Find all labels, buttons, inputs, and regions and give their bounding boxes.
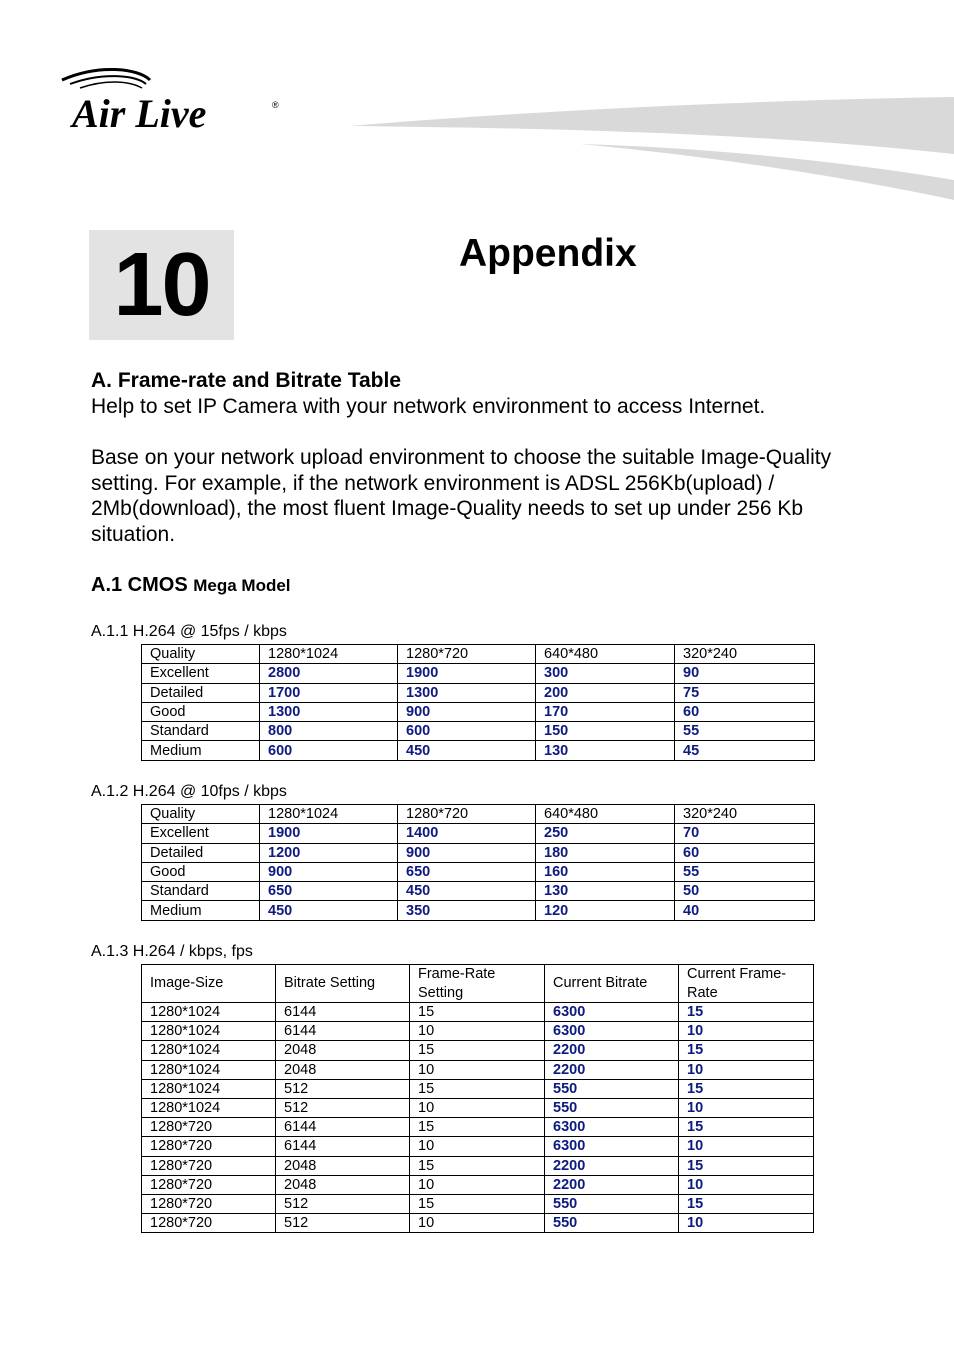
table-row — [142, 664, 815, 683]
table-cell: 6300 — [545, 1118, 679, 1137]
table-cell: 6144 — [276, 1022, 410, 1041]
table1-caption: A.1.1 H.264 @ 15fps / kbps — [91, 623, 287, 640]
table-cell: 15 — [679, 1118, 814, 1137]
table3-caption: A.1.3 H.264 / kbps, fps — [91, 943, 253, 960]
table-cell: 15 — [679, 1079, 814, 1098]
table-cell: 512 — [276, 1214, 410, 1233]
header-swoosh — [340, 92, 954, 207]
column-header: Image-Size — [142, 965, 276, 1003]
table-cell: 1900 — [398, 664, 536, 683]
table-cell: 2200 — [545, 1175, 679, 1194]
column-header: 640*480 — [536, 645, 675, 664]
table-cell: 70 — [675, 824, 815, 843]
table-header-row — [142, 645, 815, 664]
table-header-row — [142, 965, 814, 1003]
table-cell: 1200 — [260, 843, 398, 862]
table-row — [142, 741, 815, 760]
column-header: Current Bitrate — [545, 965, 679, 1003]
table-row — [142, 824, 815, 843]
table-cell: 55 — [675, 862, 815, 881]
table-cell: 1280*1024 — [142, 1098, 276, 1117]
table-cell: 130 — [536, 741, 675, 760]
table-cell: 450 — [260, 901, 398, 920]
section-intro: Help to set IP Camera with your network environment to access Internet. — [91, 395, 766, 418]
column-header: Current Frame-Rate — [679, 965, 814, 1003]
table-cell: 550 — [545, 1214, 679, 1233]
column-header: 320*240 — [675, 805, 815, 824]
table-cell: 6300 — [545, 1022, 679, 1041]
subsection-heading — [91, 574, 291, 597]
table-row — [142, 1194, 814, 1213]
table-cell: 10 — [410, 1098, 545, 1117]
column-header: 1280*720 — [398, 805, 536, 824]
table-cell: 1300 — [260, 702, 398, 721]
table-cell: 170 — [536, 702, 675, 721]
table-cell: 10 — [679, 1098, 814, 1117]
table-cell: Medium — [142, 901, 260, 920]
table-cell: 1280*1024 — [142, 1060, 276, 1079]
table-cell: 10 — [679, 1022, 814, 1041]
table-cell: 900 — [398, 843, 536, 862]
table-row — [142, 702, 815, 721]
table-cell: 550 — [545, 1098, 679, 1117]
table-cell: 90 — [675, 664, 815, 683]
table2-caption: A.1.2 H.264 @ 10fps / kbps — [91, 783, 287, 800]
table-cell: 10 — [410, 1060, 545, 1079]
table-cell: 300 — [536, 664, 675, 683]
table2-10fps — [141, 804, 815, 921]
table-cell: 1280*720 — [142, 1194, 276, 1213]
table-cell: Standard — [142, 722, 260, 741]
table-cell: 600 — [260, 741, 398, 760]
table-cell: 200 — [536, 683, 675, 702]
column-header: Frame-Rate Setting — [410, 965, 545, 1003]
table-row — [142, 1041, 814, 1060]
table-row — [142, 882, 815, 901]
table-cell: 10 — [410, 1175, 545, 1194]
svg-text:Air Live: Air Live — [72, 91, 207, 136]
table-cell: 50 — [675, 882, 815, 901]
table-cell: 2800 — [260, 664, 398, 683]
table-cell: Good — [142, 702, 260, 721]
table-cell: 15 — [410, 1079, 545, 1098]
table-cell: 1280*1024 — [142, 1003, 276, 1022]
table-row — [142, 1079, 814, 1098]
table-row — [142, 1098, 814, 1117]
table-cell: 6144 — [276, 1137, 410, 1156]
table-cell: 75 — [675, 683, 815, 702]
table-row — [142, 683, 815, 702]
table-cell: 2048 — [276, 1156, 410, 1175]
table-cell: 2200 — [545, 1041, 679, 1060]
table-row — [142, 901, 815, 920]
column-header: Quality — [142, 645, 260, 664]
table-cell: 2048 — [276, 1060, 410, 1079]
table-cell: 15 — [410, 1003, 545, 1022]
table-cell: 350 — [398, 901, 536, 920]
svg-text:®: ® — [272, 100, 279, 110]
table-cell: 1900 — [260, 824, 398, 843]
table-cell: 650 — [260, 882, 398, 901]
table-header-row — [142, 805, 815, 824]
table-cell: 900 — [260, 862, 398, 881]
table-cell: 15 — [679, 1156, 814, 1175]
column-header: 1280*720 — [398, 645, 536, 664]
table-cell: 1280*720 — [142, 1137, 276, 1156]
table-row — [142, 1118, 814, 1137]
table-cell: 450 — [398, 741, 536, 760]
column-header: 640*480 — [536, 805, 675, 824]
table-row — [142, 1022, 814, 1041]
table-cell: 15 — [410, 1156, 545, 1175]
table-cell: 800 — [260, 722, 398, 741]
table-cell: 10 — [679, 1175, 814, 1194]
table-cell: 120 — [536, 901, 675, 920]
section-body: Base on your network upload environment to choose the suitable Image-Quality setting. For example, if the network environment is ADSL 256Kb(upload) / 2Mb(download), the most fluent Image-Quality needs to set up under 256 Kb situation. — [91, 446, 832, 547]
subsection-heading-main: A.1 CMOS — [91, 574, 188, 596]
table-row — [142, 1175, 814, 1194]
table-cell: 2048 — [276, 1175, 410, 1194]
table3-bitrate-fps — [141, 964, 814, 1233]
table-cell: 1280*720 — [142, 1214, 276, 1233]
column-header: 1280*1024 — [260, 805, 398, 824]
table-cell: 10 — [679, 1137, 814, 1156]
table-cell: 6144 — [276, 1003, 410, 1022]
airlive-logo — [58, 66, 288, 136]
table-cell: 130 — [536, 882, 675, 901]
table-cell: 1700 — [260, 683, 398, 702]
table-cell: 6300 — [545, 1137, 679, 1156]
table-cell: 900 — [398, 702, 536, 721]
table-row — [142, 862, 815, 881]
table-cell: Good — [142, 862, 260, 881]
table-cell: 650 — [398, 862, 536, 881]
table-cell: 40 — [675, 901, 815, 920]
table-row — [142, 1214, 814, 1233]
table-cell: 10 — [679, 1060, 814, 1079]
table-cell: 1280*720 — [142, 1175, 276, 1194]
table-row — [142, 1003, 814, 1022]
table-cell: 250 — [536, 824, 675, 843]
column-header: Quality — [142, 805, 260, 824]
table-cell: 2200 — [545, 1060, 679, 1079]
table1-15fps — [141, 644, 815, 761]
table-row — [142, 843, 815, 862]
table-cell: 550 — [545, 1194, 679, 1213]
table-cell: 180 — [536, 843, 675, 862]
chapter-number-box — [89, 230, 234, 340]
table-cell: 600 — [398, 722, 536, 741]
table-cell: 512 — [276, 1098, 410, 1117]
table-row — [142, 1137, 814, 1156]
table-cell: 1280*1024 — [142, 1079, 276, 1098]
table-cell: Excellent — [142, 664, 260, 683]
table-cell: 60 — [675, 702, 815, 721]
table-cell: 1280*720 — [142, 1118, 276, 1137]
subsection-heading-small: Mega Model — [193, 576, 291, 595]
table-row — [142, 722, 815, 741]
table-cell: 10 — [410, 1137, 545, 1156]
table-cell: 1300 — [398, 683, 536, 702]
table-cell: 550 — [545, 1079, 679, 1098]
table-cell: 1280*1024 — [142, 1022, 276, 1041]
table-cell: 6300 — [545, 1003, 679, 1022]
table-cell: Detailed — [142, 843, 260, 862]
table-cell: 10 — [410, 1214, 545, 1233]
table-cell: Standard — [142, 882, 260, 901]
table-cell: 15 — [679, 1003, 814, 1022]
chapter-title: Appendix — [459, 232, 637, 275]
table-cell: 6144 — [276, 1118, 410, 1137]
table-cell: 15 — [410, 1041, 545, 1060]
chapter-number: 10 — [113, 235, 210, 335]
table-cell: 2200 — [545, 1156, 679, 1175]
column-header: Bitrate Setting — [276, 965, 410, 1003]
table-cell: 55 — [675, 722, 815, 741]
table-cell: 15 — [679, 1041, 814, 1060]
column-header: 320*240 — [675, 645, 815, 664]
section-heading: A. Frame-rate and Bitrate Table — [91, 369, 402, 392]
table-cell: 160 — [536, 862, 675, 881]
table-cell: 450 — [398, 882, 536, 901]
table-cell: 10 — [410, 1022, 545, 1041]
table-cell: 1280*720 — [142, 1156, 276, 1175]
table-cell: 15 — [410, 1194, 545, 1213]
table-cell: 512 — [276, 1079, 410, 1098]
table-cell: 45 — [675, 741, 815, 760]
table-cell: 1400 — [398, 824, 536, 843]
table-cell: 1280*1024 — [142, 1041, 276, 1060]
column-header: 1280*1024 — [260, 645, 398, 664]
table-cell: 60 — [675, 843, 815, 862]
table-cell: 512 — [276, 1194, 410, 1213]
table-cell: 15 — [679, 1194, 814, 1213]
table-cell: 150 — [536, 722, 675, 741]
table-row — [142, 1060, 814, 1079]
table-cell: Detailed — [142, 683, 260, 702]
table-cell: Excellent — [142, 824, 260, 843]
table-cell: 15 — [410, 1118, 545, 1137]
table-row — [142, 1156, 814, 1175]
table-cell: 2048 — [276, 1041, 410, 1060]
table-cell: 10 — [679, 1214, 814, 1233]
table-cell: Medium — [142, 741, 260, 760]
